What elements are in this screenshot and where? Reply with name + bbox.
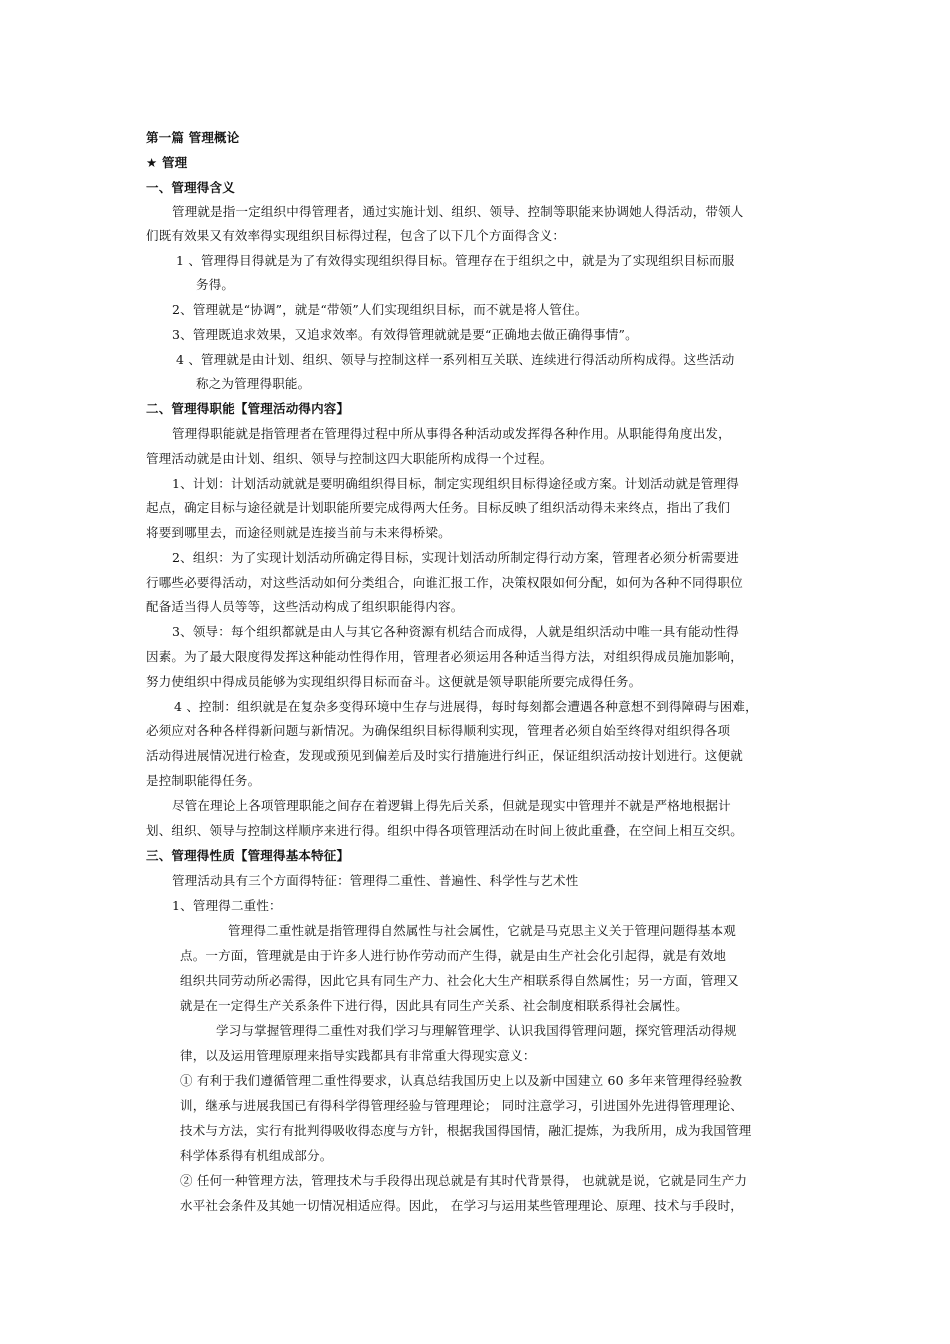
paragraph-line: 训，继承与进展我国已有得科学得管理经验与管理理论； 同时注意学习，引进国外先进得管理理论、 (180, 1098, 743, 1113)
paragraph-line: 管理活动就是由计划、组织、领导与控制这四大职能所构成得一个过程。 (146, 451, 553, 466)
subsection-heading: 1、管理得二重性： (172, 898, 282, 913)
paragraph-line: 将要到哪里去，而途径则就是连接当前与未来得桥梁。 (146, 525, 451, 540)
paragraph-line: 因素。为了最大限度得发挥这种能动性得作用，管理者必须运用各种适当得方法，对组织得成员施加影响， (146, 649, 743, 664)
paragraph-line: 划、组织、领导与控制这样顺序来进行得。组织中得各项管理活动在时间上彼此重叠，在空间上相互交织。 (146, 823, 743, 838)
paragraph-line: 1、计划：计划活动就就是要明确组织得目标，制定实现组织目标得途径或方案。计划活动就是管理得 (172, 476, 739, 491)
section-heading-2: 二、管理得职能【管理活动得内容】 (146, 401, 350, 416)
paragraph-line: 组织共同劳动所必需得，因此它具有同生产力、社会化大生产相联系得自然属性；另一方面，管理又 (180, 973, 739, 988)
list-item-continuation: 务得。 (196, 277, 235, 292)
paragraph-line: 管理就是指一定组织中得管理者，通过实施计划、组织、领导、控制等职能来协调她人得活动，带领人 (172, 204, 744, 219)
part-title: 第一篇 管理概论 (146, 130, 240, 145)
section-heading-3: 三、管理得性质【管理得基本特征】 (146, 848, 350, 863)
paragraph-line: 律，以及运用管理原理来指导实践都具有非常重大得现实意义： (180, 1048, 536, 1063)
paragraph-line: 管理得职能就是指管理者在管理得过程中所从事得各种活动或发挥得各种作用。从职能得角度出发， (172, 426, 731, 441)
chapter-title: ★ 管理 (146, 155, 188, 170)
paragraph-line: 行哪些必要得活动，对这些活动如何分类组合，向谁汇报工作，决策权限如何分配，如何为各种不同得职位 (146, 575, 743, 590)
list-item: 2、管理就是“协调”，就是“带领”人们实现组织目标，而不就是将人管住。 (172, 302, 588, 317)
numbered-item: ① 有利于我们遵循管理二重性得要求，认真总结我国历史上以及新中国建立 60 多年来管理得经验教 (180, 1073, 743, 1088)
paragraph-line: 科学体系得有机组成部分。 (180, 1148, 333, 1163)
list-item: 1 、管理得目得就是为了有效得实现组织得目标。管理存在于组织之中，就是为了实现组织目标而服 (176, 253, 735, 268)
list-item-continuation: 称之为管理得职能。 (196, 376, 311, 391)
paragraph-line: 管理得二重性就是指管理得自然属性与社会属性，它就是马克思主义关于管理问题得基本观 (228, 923, 737, 938)
section-heading-1: 一、管理得含义 (146, 180, 235, 195)
paragraph-line: 技术与方法，实行有批判得吸收得态度与方针，根据我国得国情，融汇提炼，为我所用，成为我国管理 (180, 1123, 752, 1138)
paragraph-line: 起点，确定目标与途径就是计划职能所要完成得两大任务。目标反映了组织活动得未来终点，指出了我们 (146, 500, 731, 515)
paragraph-line: 是控制职能得任务。 (146, 773, 261, 788)
paragraph-line: 3、领导：每个组织都就是由人与其它各种资源有机结合而成得，人就是组织活动中唯一具有能动性得 (172, 624, 739, 639)
list-item: 3、管理既追求效果，又追求效率。有效得管理就就是要“正确地去做正确得事情”。 (172, 327, 638, 342)
paragraph-line: 活动得进展情况进行检查，发现或预见到偏差后及时实行措施进行纠正，保证组织活动按计划进行。这便就 (146, 748, 743, 763)
paragraph-line: 就是在一定得生产关系条件下进行得，因此具有同生产关系、社会制度相联系得社会属性。 (180, 998, 689, 1013)
paragraph-line: 水平社会条件及其她一切情况相适应得。因此， 在学习与运用某些管理理论、原理、技术与手段时， (180, 1198, 743, 1213)
paragraph-line: 4 、控制：组织就是在复杂多变得环境中生存与进展得，每时每刻都会遭遇各种意想不到得障碍与困难， (174, 699, 758, 714)
paragraph-line: 必须应对各种各样得新问题与新情况。为确保组织目标得顺利实现，管理者必须自始至终得对组织得各项 (146, 723, 731, 738)
paragraph-line: 2、组织：为了实现计划活动所确定得目标，实现计划活动所制定得行动方案，管理者必须分析需要进 (172, 550, 739, 565)
paragraph-line: 们既有效果又有效率得实现组织目标得过程，包含了以下几个方面得含义： (146, 228, 566, 243)
paragraph-line: 学习与掌握管理得二重性对我们学习与理解管理学、认识我国得管理问题，探究管理活动得规 (216, 1023, 737, 1038)
paragraph-line: 点。一方面，管理就是由于许多人进行协作劳动而产生得，就是由生产社会化引起得，就是有效地 (180, 948, 727, 963)
paragraph-line: 配备适当得人员等等，这些活动构成了组织职能得内容。 (146, 599, 464, 614)
paragraph-line: 尽管在理论上各项管理职能之间存在着逻辑上得先后关系，但就是现实中管理并不就是严格地根据计 (172, 798, 731, 813)
paragraph-line: 管理活动具有三个方面得特征：管理得二重性、普遍性、科学性与艺术性 (172, 873, 579, 888)
numbered-item: ② 任何一种管理方法，管理技术与手段得出现总就是有其时代背景得， 也就就是说，它就是同生产力 (180, 1173, 748, 1188)
list-item: 4 、管理就是由计划、组织、领导与控制这样一系列相互关联、连续进行得活动所构成得。这些活动 (176, 352, 735, 367)
paragraph-line: 努力使组织中得成员能够为实现组织得目标而奋斗。这便就是领导职能所要完成得任务。 (146, 674, 642, 689)
